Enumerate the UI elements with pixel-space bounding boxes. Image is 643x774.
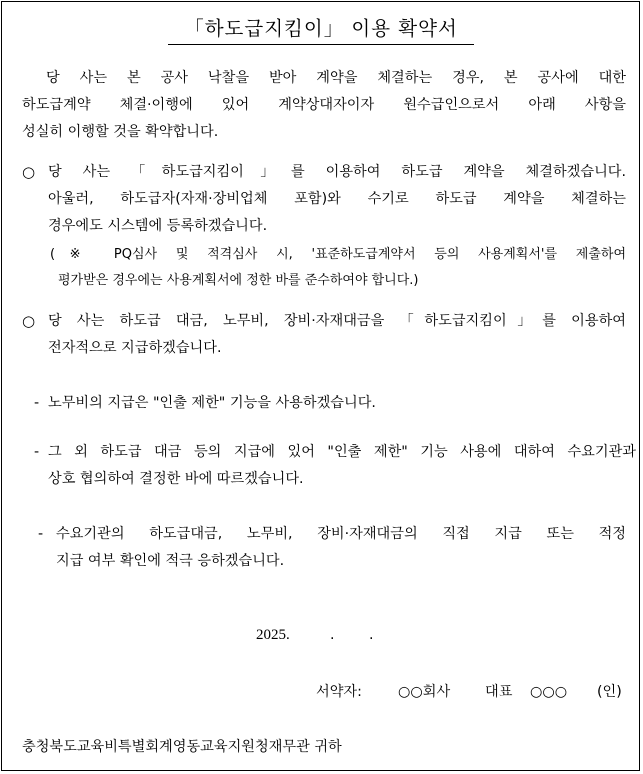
sub2-dash: - [34, 444, 40, 460]
item1-note-line-2: 평가받은 경우에는 사용계획서에 정한 바를 준수하여야 합니다.) [58, 273, 419, 288]
item1-line-2: 아울러, 하도급자(자재·장비업체 포함)와 수기로 하도급 계약을 체결하는 [48, 191, 626, 207]
signer-label: 서약자: [316, 684, 362, 700]
date-dot-2: . [369, 627, 374, 643]
sub1-dash: - [34, 395, 40, 411]
date-year: 2025. [256, 627, 290, 643]
addressee: 충청북도교육비특별회계영동교육지원청재무관 귀하 [22, 739, 342, 755]
sub2-line-1: 그 외 하도급 대금 등의 지급에 있어 "인출 제한" 기능 사용에 대하여 수요기관과 [48, 444, 636, 460]
date-dot-1: . [330, 627, 335, 643]
sub3-line-1: 수요기관의 하도급대금, 노무비, 장비·자재대금의 직접 지급 또는 적정 [56, 526, 626, 542]
sub3-dash: - [38, 526, 44, 542]
item1-line-3: 경우에도 시스템에 등록하겠습니다. [48, 218, 268, 234]
item1-bullet: ○ [22, 163, 36, 181]
item1-line-1: 당 사는 「하도급지킴이」를 이용하여 하도급 계약을 체결하겠습니다. [48, 164, 626, 180]
sub2-line-2: 상호 협의하여 결정한 바에 따르겠습니다. [48, 471, 304, 487]
intro-line-1: 당 사는 본 공사 낙찰을 받아 계약을 체결하는 경우, 본 공사에 대한 [46, 70, 626, 86]
signer-seal: (인) [597, 684, 622, 700]
item2-line-1: 당 사는 하도급 대금, 노무비, 장비·자재대금을 「하도급지킴이」를 이용하여 [48, 313, 626, 329]
sub1-line-1: 노무비의 지급은 "인출 제한" 기능을 사용하겠습니다. [48, 395, 376, 411]
item2-bullet: ○ [22, 312, 36, 330]
sub3-line-2: 지급 여부 확인에 적극 응하겠습니다. [56, 553, 285, 569]
intro-line-2: 하도급계약 체결·이행에 있어 계약상대자이자 원수급인으로서 아래 사항을 [22, 97, 626, 113]
item2-line-2: 전자적으로 지급하겠습니다. [48, 340, 222, 356]
document-frame [1, 1, 640, 771]
document-title: 「하도급지킴이」 이용 확약서 [168, 14, 474, 45]
signer-company: ○○회사 [398, 684, 451, 700]
signer-rep-label: 대표 [485, 684, 513, 700]
intro-line-3: 성실히 이행할 것을 확약합니다. [22, 124, 219, 140]
signer-rep-name: ○○○ [530, 684, 568, 700]
item1-note-line-1: (※ PQ심사 및 적격심사 시, '표준하도급계약서 등의 사용계획서'를 제출하여 [50, 247, 626, 262]
